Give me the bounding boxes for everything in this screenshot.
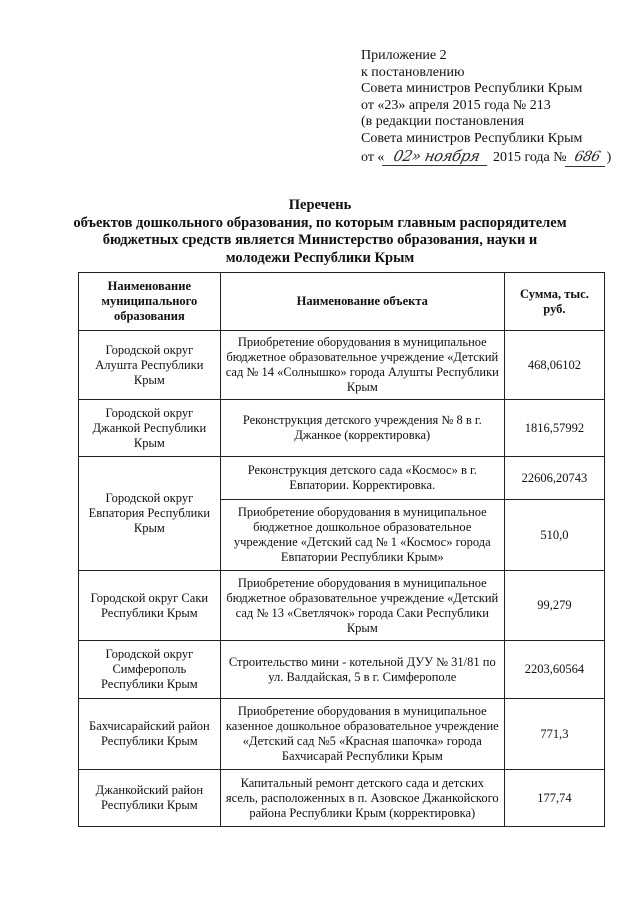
object-cell: Реконструкция детского сада «Космос» в г. Евпатории. Корректировка.: [220, 457, 504, 500]
header-municipality: Наименование муниципального образования: [79, 273, 221, 331]
table-row: [79, 331, 605, 400]
appendix-ref-line: к постановлению: [361, 64, 465, 80]
object-cell: Реконструкция детского учреждения № 8 в г. Джанкое (корректировка): [220, 400, 504, 457]
header-sum: Сумма, тыс. руб.: [504, 273, 604, 331]
sum-cell: 771,3: [504, 699, 604, 770]
municipality-cell: Городской округ Симферополь Республики Крым: [79, 641, 221, 699]
object-cell: Капитальный ремонт детского сада и детских ясель, расположенных в п. Азовское Джанкойского района Республики Крым (корректировка): [220, 770, 504, 827]
appendix-revision-issuer: Совета министров Республики Крым: [361, 130, 583, 146]
sum-cell: 1816,57992: [504, 400, 604, 457]
title-line-3: бюджетных средств является Министерство образования, науки и: [102, 232, 538, 248]
revision-date-prefix: от «: [361, 149, 385, 165]
document-title: [60, 197, 580, 267]
appendix-number: Приложение 2: [361, 48, 447, 63]
object-cell: Строительство мини - котельной ДУУ № 31/81 по ул. Валдайская, 5 в г. Симферополе: [220, 641, 504, 699]
revision-date-middle: 2015 года №: [492, 149, 567, 165]
object-cell: Приобретение оборудования в муниципальное бюджетное дошкольное образовательное учреждение «Детский сад № 1 «Космос» города Евпатории Республики Крым»: [220, 500, 504, 571]
sum-cell: 22606,20743: [504, 457, 604, 500]
title-word: Перечень: [288, 197, 352, 213]
handwritten-number: 686: [565, 149, 609, 167]
municipality-cell: Джанкойский район Республики Крым: [79, 770, 221, 827]
sum-cell: 510,0: [504, 500, 604, 571]
table-row: [79, 457, 605, 500]
table-header-row: [79, 273, 605, 331]
appendix-revision-date: [361, 148, 631, 167]
sum-cell: 99,279: [504, 571, 604, 641]
table-row: [79, 641, 605, 699]
appendix-revision-line: (в редакции постановления: [361, 114, 525, 130]
object-cell: Приобретение оборудования в муниципальное бюджетное образовательное учреждение «Детский сад № 13 «Светлячок» города Саки Республики Крым: [220, 571, 504, 641]
appendix-issuer-line: Совета министров Республики Крым: [361, 81, 583, 97]
header-object: Наименование объекта: [220, 273, 504, 331]
table-row: [79, 770, 605, 827]
title-line-2: объектов дошкольного образования, по которым главным распорядителем: [73, 214, 567, 231]
sum-cell: 177,74: [504, 770, 604, 827]
object-cell: Приобретение оборудования в муниципальное бюджетное образовательное учреждение «Детский сад № 14 «Солнышко» города Алушты Республики Крым: [220, 331, 504, 400]
municipality-cell: Городской округ Джанкой Республики Крым: [79, 400, 221, 457]
appendix-original-date: от «23» апреля 2015 года № 213: [361, 97, 551, 113]
table-row: [79, 400, 605, 457]
municipality-cell: Городской округ Саки Республики Крым: [79, 571, 221, 641]
appendix-header: [361, 48, 631, 166]
handwritten-date: 02» ноября: [383, 148, 492, 166]
municipality-cell: Бахчисарайский район Республики Крым: [79, 699, 221, 770]
revision-date-suffix: ): [606, 149, 612, 165]
municipality-cell: Городской округ Алушта Республики Крым: [79, 331, 221, 400]
sum-cell: 468,06102: [504, 331, 604, 400]
object-cell: Приобретение оборудования в муниципальное казенное дошкольное образовательное учреждение «Детский сад №5 «Красная шапочка» города Бахчисарай Республики Крым: [220, 699, 504, 770]
table-row: [79, 571, 605, 641]
objects-table: [78, 272, 605, 827]
table-row: [79, 699, 605, 770]
title-line-4: молодежи Республики Крым: [225, 249, 415, 266]
sum-cell: 2203,60564: [504, 641, 604, 699]
municipality-cell: Городской округ Евпатория Республики Крым: [79, 457, 221, 571]
